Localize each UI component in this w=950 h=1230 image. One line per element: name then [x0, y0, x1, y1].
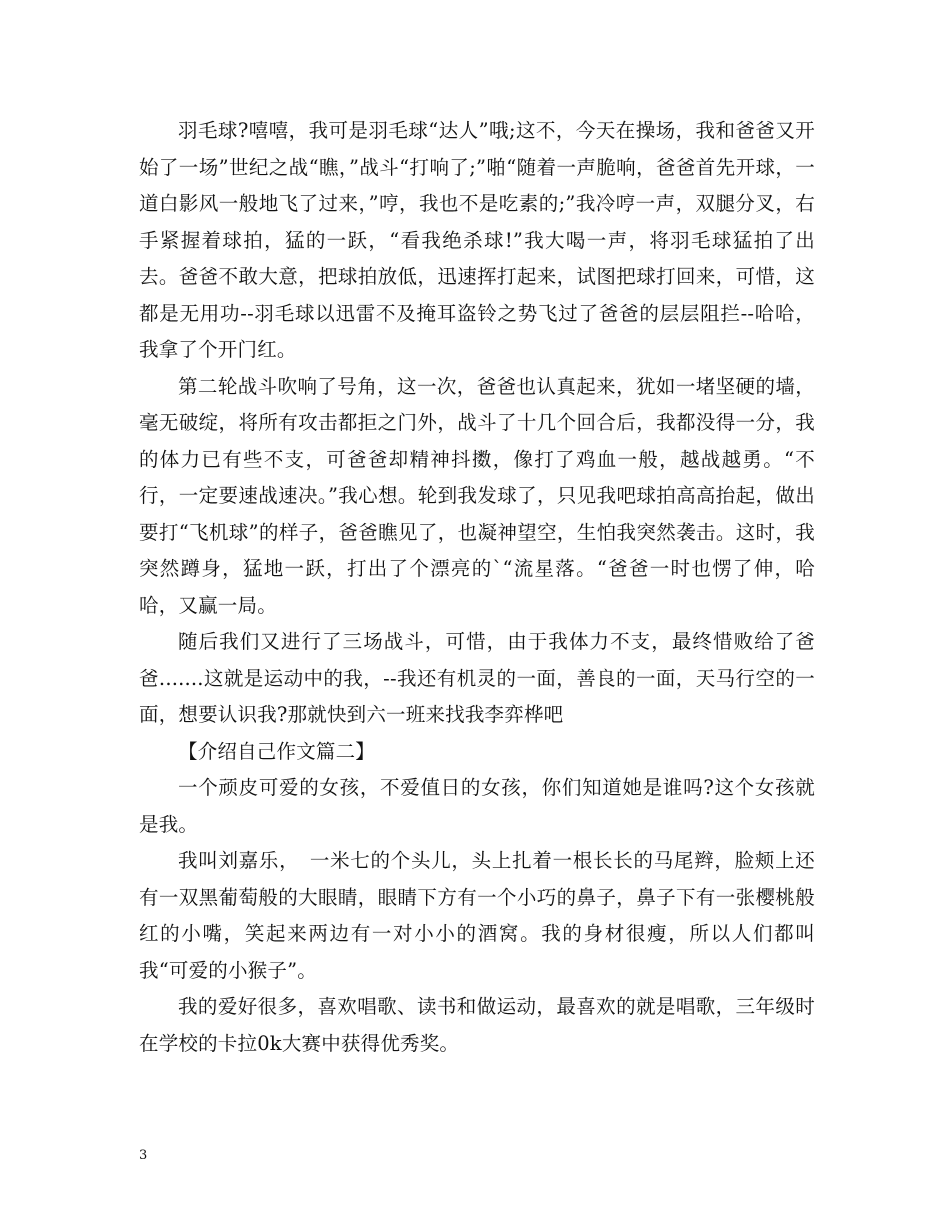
paragraph-intro-girl: 一个顽皮可爱的女孩，不爱值日的女孩，你们知道她是谁吗?这个女孩就是我。	[139, 776, 815, 836]
paragraph-appearance: 我叫刘嘉乐， 一米七的个头儿，头上扎着一根长长的马尾辫，脸颊上还有一双黑葡萄般的大眼睛，眼睛下方有一个小巧的鼻子，鼻子下有一张樱桃般红的小嘴，笑起来两边有一对小小的酒窝。我的身材很瘦，所以人们都叫我“可爱的小猴子”。	[139, 849, 815, 982]
section-heading: 【介绍自己作文篇二】	[178, 739, 376, 763]
document-body	[139, 113, 815, 1062]
paragraph-conclusion: 随后我们又进行了三场战斗，可惜，由于我体力不支，最终惜败给了爸爸.......这就是运动中的我，--我还有机灵的一面，善良的一面，天马行空的一面，想要认识我?那就快到六一班来找我李弈桦吧	[139, 630, 815, 726]
page-number: 3	[139, 1148, 148, 1163]
paragraph-badminton-first-round: 羽毛球?嘻嘻，我可是羽毛球“达人”哦;这不，今天在操场，我和爸爸又开始了一场”世纪之战“瞧，”战斗“打响了;”啪“随着一声脆响，爸爸首先开球，一道白影风一般地飞了过来，”哼，我也不是吃素的;”我冷哼一声，双腿分叉，右手紧握着球拍，猛的一跃，“看我绝杀球!”我大喝一声，将羽毛球猛拍了出去。爸爸不敢大意，把球拍放低，迅速挥打起来，试图把球打回来，可惜，这都是无用功--羽毛球以迅雷不及掩耳盗铃之势飞过了爸爸的层层阻拦--哈哈，我拿了个开门红。	[139, 119, 815, 361]
paragraph-second-round: 第二轮战斗吹响了号角，这一次，爸爸也认真起来，犹如一堵坚硬的墙，毫无破绽，将所有攻击都拒之门外，战斗了十几个回合后，我都没得一分，我的体力已有些不支，可爸爸却精神抖擞，像打了鸡血一般，越战越勇。“不行，一定要速战速决。”我心想。轮到我发球了，只见我吧球拍高高抬起，做出要打“飞机球”的样子，爸爸瞧见了，也凝神望空，生怕我突然袭击。这时，我突然蹲身，猛地一跃，打出了个漂亮的`“流星落。“爸爸一时也愣了伸，哈哈，又赢一局。	[139, 374, 815, 617]
paragraph-hobbies: 我的爱好很多，喜欢唱歌、读书和做运动，最喜欢的就是唱歌，三年级时在学校的卡拉0k大赛中获得优秀奖。	[139, 995, 815, 1055]
